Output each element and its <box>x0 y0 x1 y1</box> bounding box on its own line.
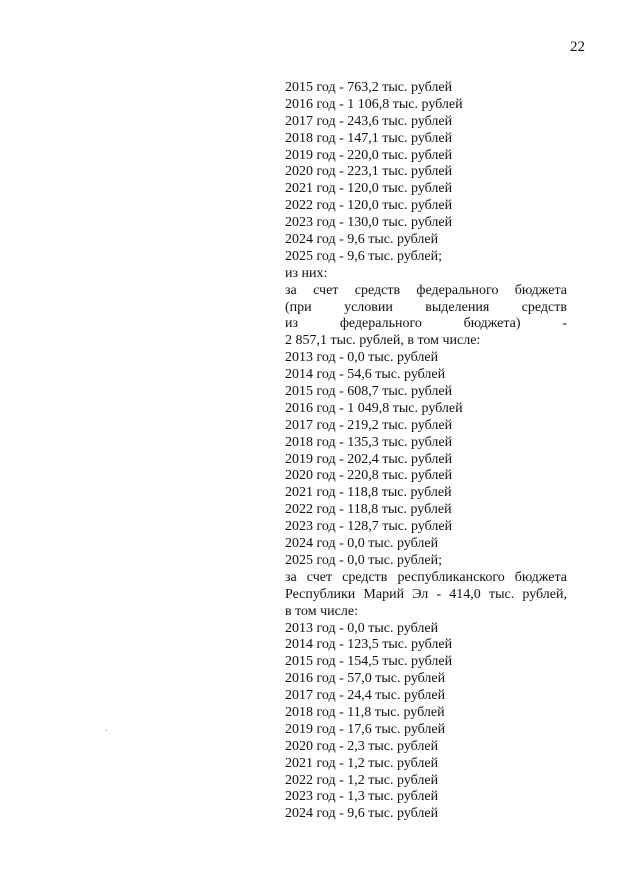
text-line: 2013 год - 0,0 тыс. рублей <box>285 350 439 366</box>
text-line: 2023 год - 130,0 тыс. рублей <box>285 215 453 231</box>
text-line: 2020 год - 223,1 тыс. рублей <box>285 164 453 180</box>
text-line: 2025 год - 9,6 тыс. рублей; <box>285 248 443 264</box>
text-line: 2024 год - 9,6 тыс. рублей <box>285 232 439 248</box>
text-line: 2021 год - 1,2 тыс. рублей <box>285 755 439 771</box>
text-line: 2025 год - 0,0 тыс. рублей; <box>285 552 443 568</box>
text-line: (при условии выделения средств <box>285 299 567 315</box>
page-number: 22 <box>570 39 585 55</box>
funding-text-block <box>285 80 567 823</box>
text-line: 2023 год - 128,7 тыс. рублей <box>285 519 453 535</box>
text-line: 2020 год - 220,8 тыс. рублей <box>285 468 453 484</box>
text-line: 2022 год - 120,0 тыс. рублей <box>285 198 453 214</box>
text-line: 2024 год - 0,0 тыс. рублей <box>285 536 439 552</box>
text-line: 2018 год - 11,8 тыс. рублей <box>285 704 445 720</box>
text-line: за счет средств республиканского бюджета <box>285 569 567 585</box>
text-line: 2014 год - 54,6 тыс. рублей <box>285 367 446 383</box>
text-line: 2020 год - 2,3 тыс. рублей <box>285 738 439 754</box>
text-line: 2024 год - 9,6 тыс. рублей <box>285 806 439 822</box>
text-line: 2018 год - 147,1 тыс. рублей <box>285 130 453 146</box>
text-line: 2021 год - 118,8 тыс. рублей <box>285 485 452 501</box>
text-line: 2015 год - 154,5 тыс. рублей <box>285 654 453 670</box>
text-line: 2022 год - 118,8 тыс. рублей <box>285 502 452 518</box>
text-line: из федерального бюджета) - <box>285 316 567 332</box>
text-line: 2017 год - 219,2 тыс. рублей <box>285 417 453 433</box>
scan-speck <box>106 730 107 731</box>
text-line: 2015 год - 608,7 тыс. рублей <box>285 384 453 400</box>
text-line: в том числе: <box>285 603 358 619</box>
text-line: 2015 год - 763,2 тыс. рублей <box>285 80 453 95</box>
text-line: 2023 год - 1,3 тыс. рублей <box>285 789 439 805</box>
text-line: 2019 год - 17,6 тыс. рублей <box>285 721 446 737</box>
text-line: 2019 год - 220,0 тыс. рублей <box>285 147 453 163</box>
text-line: из них: <box>285 265 328 281</box>
text-line: 2014 год - 123,5 тыс. рублей <box>285 637 453 653</box>
text-line: 2018 год - 135,3 тыс. рублей <box>285 434 453 450</box>
text-line: 2016 год - 1 106,8 тыс. рублей <box>285 96 463 112</box>
text-line: Республики Марий Эл - 414,0 тыс. рублей, <box>285 586 567 602</box>
text-line: 2021 год - 120,0 тыс. рублей <box>285 181 453 197</box>
text-line: 2016 год - 1 049,8 тыс. рублей <box>285 400 463 416</box>
text-line: за счет средств федерального бюджета <box>285 282 567 298</box>
text-line: 2 857,1 тыс. рублей, в том числе: <box>285 333 481 349</box>
text-line: 2016 год - 57,0 тыс. рублей <box>285 671 446 687</box>
text-line: 2019 год - 202,4 тыс. рублей <box>285 451 453 467</box>
text-line: 2013 год - 0,0 тыс. рублей <box>285 620 439 636</box>
text-line: 2017 год - 243,6 тыс. рублей <box>285 113 453 129</box>
text-line: 2017 год - 24,4 тыс. рублей <box>285 688 446 704</box>
text-line: 2022 год - 1,2 тыс. рублей <box>285 772 439 788</box>
